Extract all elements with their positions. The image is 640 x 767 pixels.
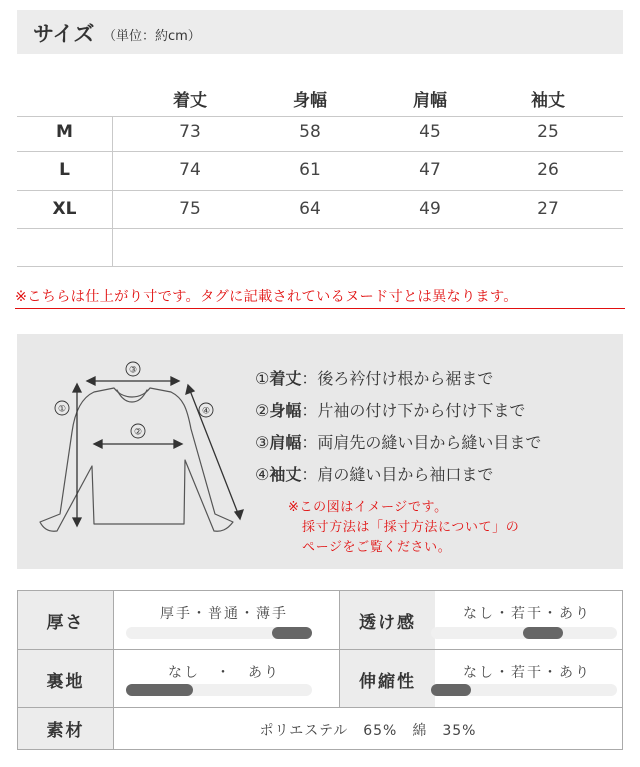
- table-divider: [17, 151, 623, 152]
- measure-line-width: ②身幅：片袖の付け下から付け下まで: [255, 401, 526, 420]
- label-lining: 裏地: [18, 650, 113, 708]
- arrow-head: [73, 518, 81, 526]
- table-cell: 45: [419, 122, 441, 142]
- measure-line-shoulder: ③肩幅：両肩先の縫い目から縫い目まで: [255, 433, 542, 452]
- row-label-l: L: [59, 160, 70, 180]
- arrow-head: [87, 377, 95, 385]
- marker-2: ②: [133, 427, 143, 438]
- stretch-scale-fill: [431, 684, 471, 696]
- col-header-shoulder: 肩幅: [413, 91, 447, 111]
- row-divider: [18, 649, 622, 650]
- row-label-m: M: [56, 122, 73, 142]
- sheer-options: なし・若干・あり: [463, 606, 591, 622]
- label-sheer: 透け感: [339, 591, 435, 650]
- measure-line-length: ①着丈：後ろ衿付け根から裾まで: [255, 369, 494, 388]
- row-divider: [18, 707, 622, 708]
- diagram-notice-line: ページをご覧ください。: [302, 540, 452, 555]
- label-material: 素材: [18, 708, 113, 749]
- size-header: [17, 10, 623, 54]
- arrow-head: [73, 384, 81, 392]
- table-divider: [17, 228, 623, 229]
- material-value: ポリエステル 65% 綿 35%: [259, 723, 477, 739]
- table-cell: 61: [299, 160, 321, 180]
- measure-line-sleeve: ④袖丈：肩の縫い目から袖口まで: [255, 465, 494, 484]
- arrow-head: [235, 510, 243, 519]
- arrow-head: [174, 440, 182, 448]
- shirt-diagram: [17, 334, 257, 569]
- stretch-options: なし・若干・あり: [463, 665, 591, 681]
- lining-scale: [126, 684, 312, 696]
- thickness-scale: [126, 627, 312, 639]
- size-title: サイズ: [33, 22, 95, 46]
- label-thickness: 厚さ: [18, 591, 113, 650]
- arrow-head: [171, 377, 179, 385]
- table-divider: [17, 116, 623, 117]
- table-cell: 75: [179, 199, 201, 219]
- marker-4: ④: [201, 406, 211, 417]
- table-divider: [17, 190, 623, 191]
- table-cell: 47: [419, 160, 441, 180]
- diagram-notice-line: ※この図はイメージです。: [288, 500, 448, 515]
- table-cell: 64: [299, 199, 321, 219]
- marker-3: ③: [128, 365, 138, 376]
- shirt-collar: [117, 390, 147, 402]
- sheer-scale: [431, 627, 617, 639]
- label-stretch: 伸縮性: [339, 650, 435, 708]
- arrow-head: [186, 385, 194, 394]
- arrow-head: [94, 440, 102, 448]
- table-cell: 27: [537, 199, 559, 219]
- note-underline: [15, 308, 625, 309]
- table-cell: 73: [179, 122, 201, 142]
- table-cell: 74: [179, 160, 201, 180]
- lining-scale-fill: [126, 684, 193, 696]
- size-note: ※こちらは仕上がり寸です。タグに記載されているヌード寸とは異なります。: [15, 289, 518, 305]
- table-cell: 25: [537, 122, 559, 142]
- table-column-divider: [112, 116, 113, 266]
- row-label-xl: XL: [52, 199, 77, 219]
- table-divider: [17, 266, 623, 267]
- col-header-sleeve: 袖丈: [531, 91, 565, 111]
- marker-1: ①: [57, 404, 67, 415]
- table-cell: 58: [299, 122, 321, 142]
- thickness-options: 厚手・普通・薄手: [160, 606, 288, 622]
- col-header-width: 身幅: [293, 91, 327, 111]
- diagram-notice-line: 採寸方法は「採寸方法について」の: [302, 520, 520, 535]
- table-cell: 49: [419, 199, 441, 219]
- sheer-scale-fill: [523, 627, 563, 639]
- size-unit: （単位：約cm）: [103, 29, 201, 44]
- col-header-length: 着丈: [173, 91, 207, 111]
- table-cell: 26: [537, 160, 559, 180]
- stretch-scale: [431, 684, 617, 696]
- lining-options: なし ・ あり: [168, 665, 280, 681]
- thickness-scale-fill: [272, 627, 312, 639]
- attributes-table: [17, 590, 623, 750]
- sleeve-arrow: [189, 388, 239, 516]
